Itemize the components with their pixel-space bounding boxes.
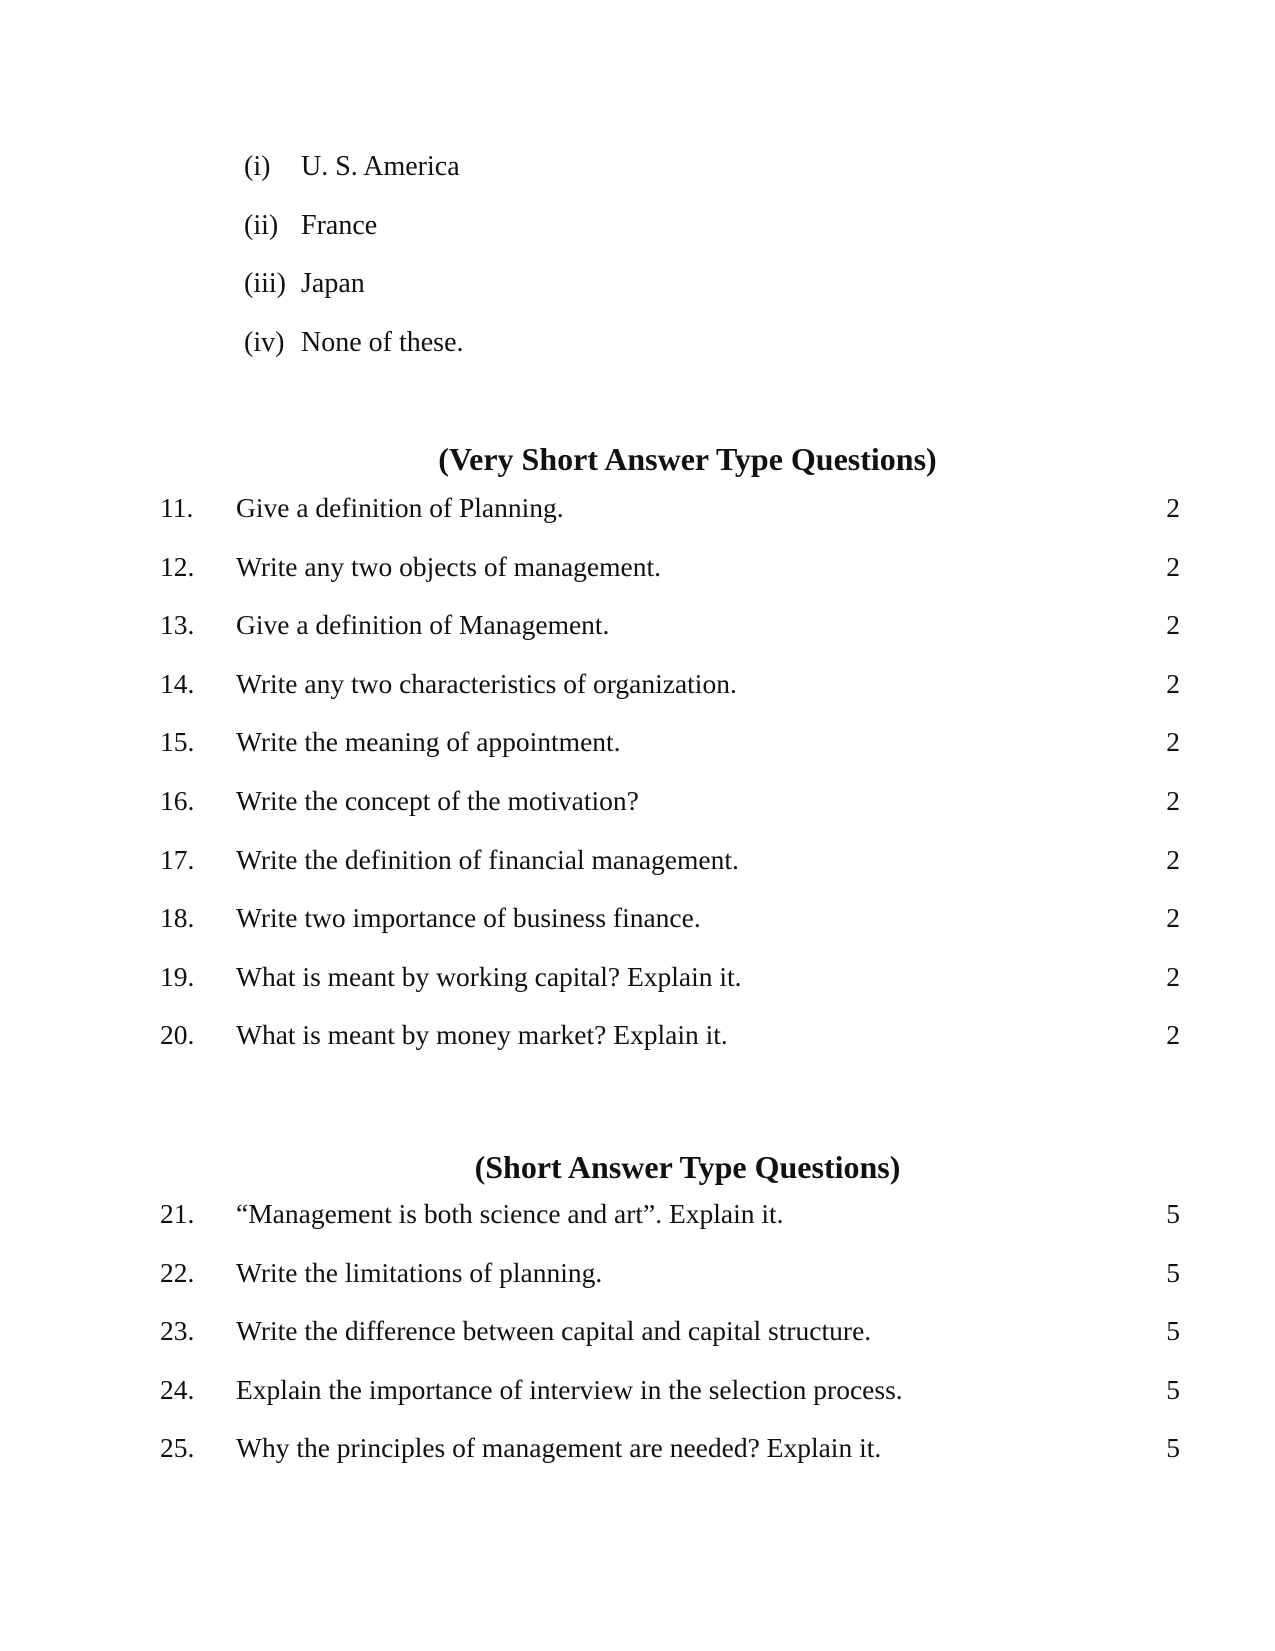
- question-row: [160, 550, 1180, 609]
- section-title-very-short: (Very Short Answer Type Questions): [438, 441, 937, 477]
- option-text: None of these.: [301, 326, 464, 358]
- question-number: 22.: [160, 1256, 195, 1288]
- question-marks: 2: [1166, 726, 1180, 758]
- question-list-very-short: [160, 491, 1180, 1077]
- question-marks: 5: [1166, 1256, 1180, 1288]
- question-row: [160, 1373, 1180, 1432]
- question-text: Write two importance of business finance.: [236, 902, 701, 934]
- option-number: (iv): [244, 326, 285, 358]
- question-row: [160, 1431, 1180, 1490]
- question-marks: 2: [1166, 1019, 1180, 1051]
- question-text: Write the concept of the motivation?: [236, 784, 639, 816]
- question-row: [160, 901, 1180, 960]
- question-text: Write the meaning of appointment.: [236, 726, 621, 758]
- question-row: [160, 667, 1180, 726]
- question-text: Give a definition of Planning.: [236, 492, 564, 523]
- question-number: 25.: [160, 1432, 195, 1464]
- question-marks: 5: [1166, 1373, 1180, 1405]
- option-item: [244, 150, 464, 209]
- question-marks: 2: [1166, 492, 1180, 523]
- question-row: [160, 491, 1180, 550]
- option-item: [244, 267, 464, 326]
- question-row: [160, 1314, 1180, 1373]
- question-marks: 2: [1166, 843, 1180, 875]
- option-text: Japan: [301, 268, 365, 299]
- question-text: What is meant by money market? Explain it.: [236, 1019, 728, 1051]
- question-number: 13.: [160, 609, 195, 641]
- question-number: 12.: [160, 550, 195, 582]
- question-row: [160, 1197, 1180, 1256]
- question-marks: 5: [1166, 1432, 1180, 1464]
- question-marks: 2: [1166, 609, 1180, 641]
- question-number: 21.: [160, 1198, 195, 1229]
- question-number: 15.: [160, 726, 195, 758]
- question-text: Write the definition of financial management.: [236, 843, 739, 875]
- question-number: 17.: [160, 843, 195, 875]
- question-text: Why the principles of management are needed? Explain it.: [236, 1432, 882, 1464]
- section-title-short: (Short Answer Type Questions): [474, 1149, 901, 1185]
- question-number: 20.: [160, 1019, 195, 1051]
- question-number: 16.: [160, 784, 195, 816]
- question-row: [160, 843, 1180, 902]
- question-number: 24.: [160, 1373, 195, 1405]
- question-marks: 2: [1166, 550, 1180, 582]
- question-marks: 2: [1166, 960, 1180, 992]
- question-text: What is meant by working capital? Explain it.: [236, 960, 742, 992]
- option-item: [244, 326, 464, 385]
- question-text: “Management is both science and art”. Explain it.: [236, 1198, 784, 1229]
- question-number: 19.: [160, 960, 195, 992]
- question-text: Give a definition of Management.: [236, 609, 610, 641]
- question-text: Explain the importance of interview in the selection process.: [236, 1373, 903, 1405]
- option-number: (i): [244, 151, 271, 182]
- question-marks: 2: [1166, 667, 1180, 699]
- question-number: 11.: [160, 492, 194, 523]
- question-row: [160, 725, 1180, 784]
- option-item: [244, 209, 464, 268]
- option-number: (ii): [244, 209, 279, 241]
- question-row: [160, 608, 1180, 667]
- question-text: Write the difference between capital and capital structure.: [236, 1315, 872, 1347]
- question-marks: 2: [1166, 902, 1180, 934]
- question-list-short: [160, 1197, 1180, 1490]
- question-text: Write any two objects of management.: [236, 550, 662, 582]
- option-text: U. S. America: [301, 151, 460, 182]
- question-text: Write any two characteristics of organization.: [236, 667, 737, 699]
- question-number: 23.: [160, 1315, 195, 1347]
- question-row: [160, 1256, 1180, 1315]
- question-marks: 5: [1166, 1315, 1180, 1347]
- question-text: Write the limitations of planning.: [236, 1256, 603, 1288]
- answer-options: [244, 150, 464, 384]
- question-row: [160, 784, 1180, 843]
- question-marks: 5: [1166, 1198, 1180, 1229]
- question-row: [160, 960, 1180, 1019]
- option-text: France: [301, 209, 378, 241]
- option-number: (iii): [244, 268, 286, 299]
- question-number: 14.: [160, 667, 195, 699]
- question-row: [160, 1018, 1180, 1077]
- question-number: 18.: [160, 902, 195, 934]
- question-marks: 2: [1166, 784, 1180, 816]
